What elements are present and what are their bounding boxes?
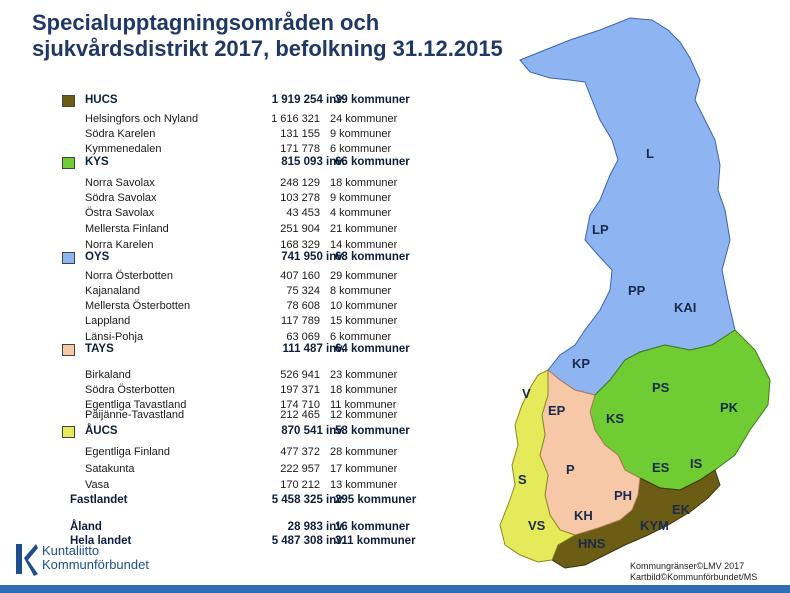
district-name: Södra Karelen: [85, 128, 156, 140]
map-label-p: P: [566, 462, 575, 477]
district-population: 170 212: [280, 479, 320, 491]
district-name: Östra Savolax: [85, 207, 155, 219]
region-oys-shape: [520, 18, 735, 395]
map-label-kp: KP: [572, 356, 591, 371]
logo-mark-icon: [14, 542, 40, 578]
district-name: Päijänne-Tavastland: [85, 409, 185, 421]
total-municipalities: 311 kommuner: [335, 535, 416, 547]
legend-swatch-tays: [62, 344, 75, 356]
map-label-ps: PS: [652, 380, 670, 395]
district-population: 477 372: [280, 446, 320, 458]
district-name: Kymmenedalen: [85, 143, 162, 155]
district-municipalities: 13 kommuner: [330, 479, 398, 491]
region-municipalities: 68 kommuner: [335, 251, 410, 263]
district-municipalities: 29 kommuner: [330, 270, 398, 282]
district-population: 212 465: [280, 409, 320, 421]
map-label-pk: PK: [720, 400, 739, 415]
region-population: 741 950 inv.: [281, 251, 345, 263]
district-municipalities: 9 kommuner: [330, 192, 392, 204]
district-population: 251 904: [280, 223, 320, 235]
map-credits: [630, 561, 780, 583]
district-municipalities: 17 kommuner: [330, 463, 398, 475]
district-population: 78 608: [286, 300, 320, 312]
district-name: Egentliga Tavastland: [85, 399, 187, 411]
district-population: 63 069: [286, 331, 320, 343]
logo-line-2: Kommunförbundet: [42, 557, 149, 572]
logo-line-1: Kuntaliitto: [42, 543, 100, 558]
credit-line-1: Kommungränser©LMV 2017: [630, 561, 745, 571]
district-name: Norra Savolax: [85, 177, 155, 189]
region-code: TAYS: [85, 343, 114, 355]
region-code: OYS: [85, 251, 110, 263]
map-label-v: V: [522, 386, 531, 401]
map-label-ks: KS: [606, 411, 625, 426]
district-name: Mellersta Österbotten: [85, 300, 191, 312]
district-municipalities: 8 kommuner: [330, 285, 392, 297]
total-municipalities: 295 kommuner: [335, 494, 417, 506]
district-name: Kajanaland: [85, 285, 141, 297]
district-population: 43 453: [286, 207, 320, 219]
region-population: 111 487 inv.: [282, 343, 345, 355]
map-label-is: IS: [690, 456, 703, 471]
district-population: 174 710: [280, 399, 320, 411]
district-municipalities: 6 kommuner: [330, 143, 392, 155]
kommunforbundet-logo: [14, 540, 194, 580]
map-label-kh: KH: [574, 508, 593, 523]
district-population: 131 155: [280, 128, 320, 140]
total-municipalities: 16 kommuner: [335, 521, 410, 533]
district-name: Södra Savolax: [85, 192, 157, 204]
district-municipalities: 24 kommuner: [330, 113, 398, 125]
district-municipalities: 10 kommuner: [330, 300, 398, 312]
district-name: Helsingfors och Nyland: [85, 113, 199, 125]
total-label: Hela landet: [70, 535, 132, 547]
district-name: Birkaland: [85, 369, 131, 381]
map-label-ek: EK: [672, 502, 691, 517]
district-municipalities: 15 kommuner: [330, 315, 398, 327]
total-population: 5 487 308 inv.: [271, 535, 345, 547]
district-municipalities: 12 kommuner: [330, 409, 398, 421]
district-population: 407 160: [280, 270, 320, 282]
district-population: 75 324: [286, 285, 320, 297]
district-name: Egentliga Finland: [85, 446, 171, 458]
total-label: Åland: [70, 521, 102, 533]
region-code: HUCS: [85, 94, 118, 106]
bottom-bar: [0, 585, 790, 593]
map-label-lp: LP: [592, 222, 609, 237]
region-population: 815 093 inv.: [281, 156, 345, 168]
district-name: Norra Österbotten: [85, 270, 174, 282]
district-name: Lappland: [85, 315, 131, 327]
map-label-ep: EP: [548, 403, 566, 418]
district-municipalities: 11 kommuner: [330, 399, 397, 411]
map-label-kai: KAI: [674, 300, 697, 315]
region-code: KYS: [85, 156, 109, 168]
map-label-pp: PP: [628, 283, 646, 298]
district-municipalities: 28 kommuner: [330, 446, 398, 458]
district-municipalities: 6 kommuner: [330, 331, 392, 343]
total-population: 5 458 325 inv.: [271, 494, 345, 506]
map-label-s: S: [518, 472, 527, 487]
district-municipalities: 9 kommuner: [330, 128, 392, 140]
region-population: 1 919 254 inv.: [271, 94, 345, 106]
district-name: Vasa: [85, 479, 110, 491]
district-name: Mellersta Finland: [85, 223, 169, 235]
district-population: 171 778: [280, 143, 320, 155]
district-population: 1 616 321: [271, 113, 320, 125]
district-municipalities: 18 kommuner: [330, 384, 398, 396]
district-municipalities: 18 kommuner: [330, 177, 398, 189]
total-label: Fastlandet: [70, 494, 128, 506]
district-population: 222 957: [280, 463, 320, 475]
region-population: 870 541 inv.: [281, 425, 345, 437]
legend-swatch-aucs: [62, 426, 75, 438]
legend-swatch-oys: [62, 252, 75, 264]
district-municipalities: 14 kommuner: [330, 239, 398, 251]
district-population: 248 129: [280, 177, 320, 189]
map-label-ph: PH: [614, 488, 633, 503]
total-population: 28 983 inv.: [287, 521, 345, 533]
title-line-1: Specialupptagningsområden och: [32, 10, 380, 35]
region-municipalities: 66 kommuner: [335, 156, 410, 168]
region-municipalities: 39 kommuner: [335, 94, 410, 106]
finland-map: [470, 0, 790, 593]
credit-line-2: Kartbild©Kommunförbundet/MS: [630, 572, 758, 582]
district-name: Satakunta: [85, 463, 135, 475]
district-name: Norra Karelen: [85, 239, 154, 251]
district-population: 103 278: [280, 192, 320, 204]
map-label-es: ES: [652, 460, 670, 475]
district-population: 197 371: [280, 384, 320, 396]
district-municipalities: 4 kommuner: [330, 207, 392, 219]
map-label-hns: HNS: [578, 536, 606, 551]
district-municipalities: 21 kommuner: [330, 223, 398, 235]
district-population: 117 789: [281, 315, 320, 327]
district-population: 526 941: [280, 369, 320, 381]
map-label-l: L: [646, 146, 654, 161]
district-population: 168 329: [280, 239, 320, 251]
legend-swatch-hucs: [62, 95, 75, 107]
map-label-kym: KYM: [640, 518, 669, 533]
title-line-2: sjukvårdsdistrikt 2017, befolkning 31.12.2015: [32, 36, 503, 61]
map-label-vs: VS: [528, 518, 546, 533]
region-municipalities: 64 kommuner: [335, 343, 410, 355]
legend-swatch-kys: [62, 157, 75, 169]
district-municipalities: 23 kommuner: [330, 369, 398, 381]
district-name: Länsi-Pohja: [85, 331, 144, 343]
district-name: Södra Österbotten: [85, 384, 175, 396]
region-municipalities: 58 kommuner: [335, 425, 410, 437]
region-code: ÅUCS: [85, 425, 118, 437]
